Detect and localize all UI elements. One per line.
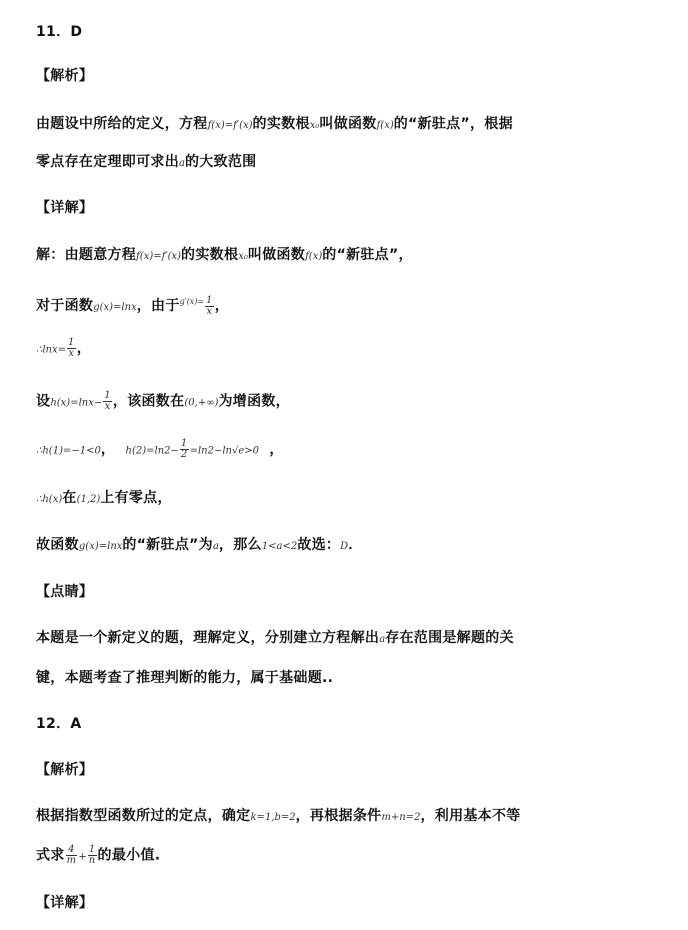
fraction-numerator: 1	[88, 844, 96, 855]
math-symbol: x₀	[238, 251, 248, 262]
fraction-numerator: 1	[68, 337, 75, 348]
text: 故选：	[297, 537, 341, 553]
text: 上有零点，	[100, 490, 172, 506]
text: ，利用基本不等	[420, 808, 521, 824]
math-equation: h(x)=lnx−	[50, 397, 103, 409]
math-equation: f(x)=f′(x)	[207, 120, 253, 131]
math-equation: f(x)=f′(x)	[136, 251, 182, 262]
math-symbol: a	[379, 634, 386, 645]
text: 在	[62, 490, 77, 506]
text: 的“新驻点”，	[322, 247, 413, 263]
fraction-numerator: 4	[66, 845, 78, 856]
math-fraction	[66, 845, 78, 866]
math-inequality: 1<a<2	[261, 541, 298, 552]
text: ，该函数在	[112, 393, 185, 410]
math-interval: (1,2)	[76, 494, 101, 505]
text: ，	[76, 340, 92, 357]
text: 的“新驻点”，根据	[393, 116, 513, 132]
text: 本题是一个新定义的题，理解定义，分别建立方程解出	[36, 630, 380, 646]
math-symbol: a	[212, 541, 219, 552]
fraction-numerator: 1	[180, 438, 188, 449]
q12-analysis-label: 【解析】	[36, 762, 94, 778]
q12-header: 12．A	[36, 716, 82, 732]
text: 的实数根	[181, 247, 239, 263]
math-equation: k=1,b=2	[250, 812, 296, 823]
math-fraction	[180, 439, 189, 460]
fraction-denominator: n	[88, 855, 96, 866]
math-equation: ∴lnx=	[36, 344, 67, 356]
fraction-denominator: m	[66, 855, 77, 866]
fraction-numerator: 1	[206, 294, 213, 306]
q11-analysis-label: 【解析】	[36, 68, 94, 84]
text: 的实数根	[252, 116, 310, 132]
fraction-denominator: 2	[180, 449, 188, 460]
math-equation: ∴h(x)	[36, 494, 63, 505]
q11-analysis-paragraph-line2	[36, 152, 256, 174]
math-fraction	[205, 296, 214, 317]
math-fraction	[88, 845, 97, 866]
text: ，	[100, 441, 116, 458]
text: ，再根据条件	[295, 808, 382, 824]
text: 的大致范围	[184, 154, 257, 170]
math-equation: m+n=2	[381, 812, 421, 823]
q12-analysis-line2	[36, 845, 160, 868]
fraction-denominator: x	[206, 305, 213, 317]
math-symbol: x₀	[309, 120, 320, 131]
text: 叫做函数	[319, 116, 377, 132]
math-operator: +	[78, 851, 87, 863]
q11-solution-line7	[36, 535, 363, 557]
text: 解：由题意方程	[36, 247, 137, 263]
text: ，那么	[218, 537, 262, 553]
text: 的“新驻点”为	[122, 537, 213, 553]
fraction-denominator: x	[68, 348, 75, 359]
math-equation: >0	[244, 445, 260, 457]
math-symbol: a	[179, 158, 185, 169]
text: 设	[36, 393, 51, 410]
q11-solution-line4	[36, 391, 290, 414]
math-symbol: D	[340, 541, 349, 552]
math-sqrt: √e	[231, 445, 245, 457]
q11-comment-line1	[36, 628, 514, 650]
math-equation: ∴h(1)=−1<0	[36, 445, 101, 457]
q11-solution-line2	[36, 292, 229, 318]
math-equation: g′(x)=	[179, 297, 205, 306]
q11-comment-label: 【点睛】	[36, 584, 94, 600]
math-symbol: f(x)	[305, 251, 323, 262]
q12-detail-label: 【详解】	[36, 895, 94, 911]
text: 对于函数	[36, 298, 94, 314]
math-equation: =ln2−ln	[189, 445, 232, 457]
q11-solution-line6	[36, 488, 172, 510]
text: ，	[269, 441, 284, 458]
q12-analysis-line1	[36, 806, 521, 828]
math-equation: g(x)=lnx	[93, 302, 137, 313]
q11-solution-line1	[36, 245, 413, 267]
text: 存在范围是解题的关	[385, 630, 514, 646]
math-equation: h(2)=ln2−	[125, 445, 179, 457]
math-equation: g(x)=lnx	[78, 541, 123, 552]
math-symbol: f(x)	[376, 120, 394, 131]
q11-solution-line5	[36, 439, 284, 462]
text: 故函数	[36, 537, 79, 553]
math-fraction	[67, 338, 76, 359]
text: 为增函数，	[218, 393, 290, 410]
q11-detail-label: 【详解】	[36, 200, 94, 216]
q11-header: 11．D	[36, 24, 83, 40]
q11-solution-line3	[36, 338, 91, 361]
text: 根据指数型函数所过的定点，确定	[36, 808, 251, 824]
text: 叫做函数	[247, 247, 306, 263]
text: ．	[348, 537, 363, 553]
text: 式求	[36, 847, 65, 864]
math-fraction	[103, 391, 112, 412]
text: ，	[214, 298, 230, 314]
text: 由题设中所给的定义，方程	[36, 116, 208, 132]
text: 零点存在定理即可求出	[36, 154, 179, 170]
text: 的最小值.	[97, 847, 161, 864]
fraction-numerator: 1	[104, 390, 111, 401]
q11-comment-line2: 键，本题考查了推理判断的能力，属于基础题..	[36, 670, 334, 686]
math-interval: (0,+∞)	[184, 397, 219, 409]
fraction-denominator: x	[104, 401, 111, 412]
text: ，由于	[136, 298, 180, 314]
q11-analysis-paragraph-line1	[36, 114, 513, 136]
